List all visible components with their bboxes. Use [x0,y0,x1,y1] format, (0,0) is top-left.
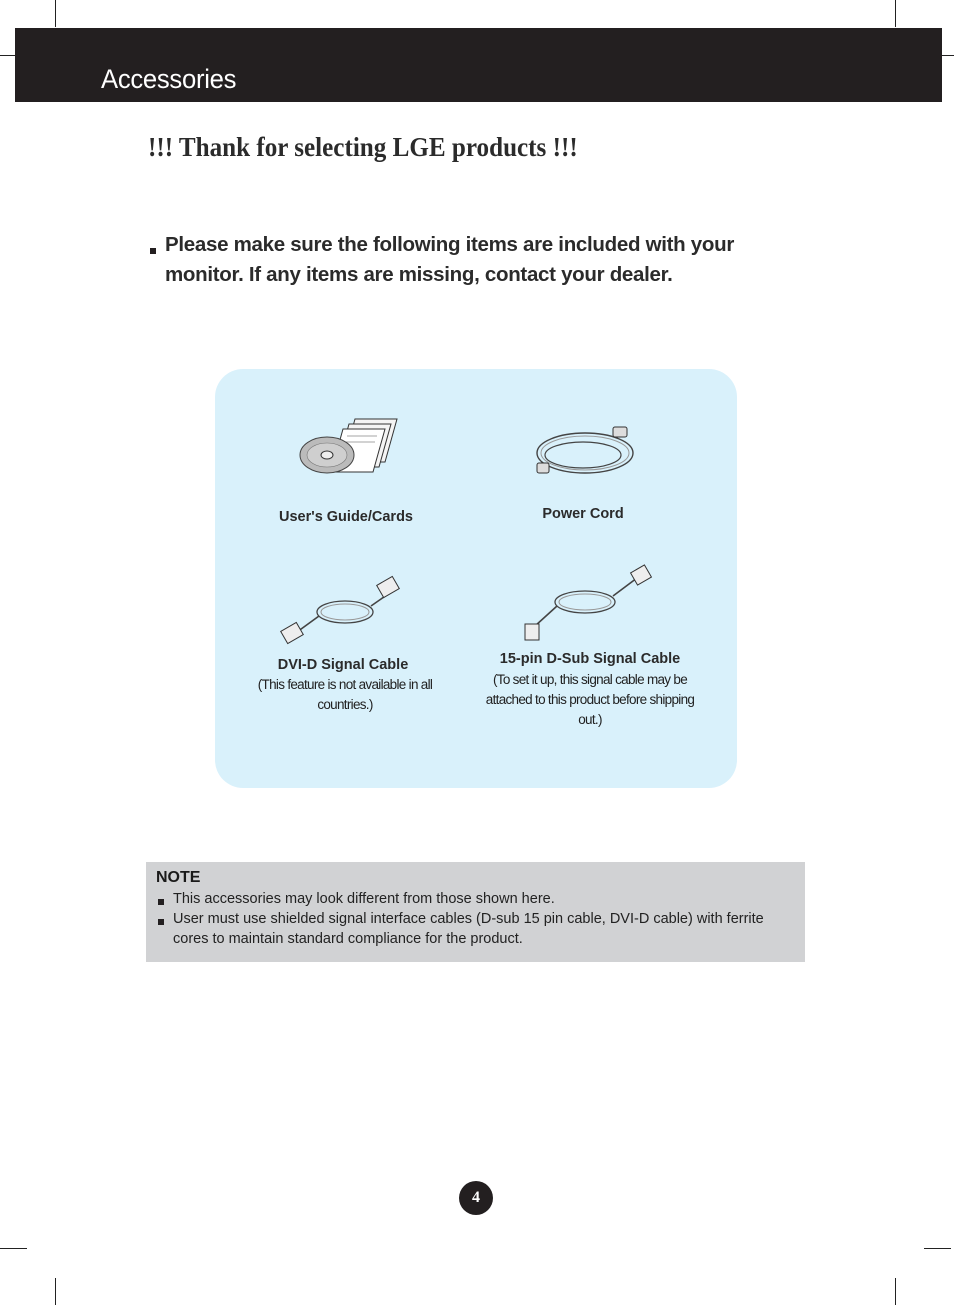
note-box [146,862,805,962]
crop-mark [0,1248,27,1249]
note-item: This accessories may look different from those shown here. [173,891,555,907]
page-title: Accessories [101,64,237,94]
bullet-icon [150,248,156,254]
power-cord-icon [533,419,637,479]
manual-cd-icon [297,414,407,480]
dsub-cable-icon [519,564,655,644]
bullet-icon [158,899,164,905]
header-bar [15,28,942,102]
page-number: 4 [459,1181,493,1215]
crop-mark [55,1278,56,1305]
crop-mark [55,0,56,27]
item-label-users-guide: User's Guide/Cards [279,509,413,525]
crop-mark [895,0,896,27]
item-label-power-cord: Power Cord [542,506,624,522]
item-label-dvi-cable: DVI-D Signal Cable [277,657,409,673]
item-note-dvi-cable: (This feature is not available in all countries.) [257,677,433,712]
crop-mark [895,1278,896,1305]
note-item: User must use shielded signal interface cables (D-sub 15 pin cable, DVI-D cable) with ferrite cores to maintain standard compliance for the product. [173,911,764,947]
intro-paragraph [148,230,768,290]
bullet-icon [158,919,164,925]
accessories-panel [215,369,737,788]
intro-text: Please make sure the following items are included with your monitor. If any items are missing, contact your dealer. [165,233,734,286]
dvi-cable-icon [279,574,407,646]
note-title: NOTE [156,869,201,886]
item-label-dsub-cable: 15-pin D-Sub Signal Cable [499,651,681,667]
thanks-heading: !!! Thank for selecting LGE products !!! [148,132,578,162]
crop-mark [924,1248,951,1249]
item-note-dsub-cable: (To set it up, this signal cable may be attached to this product before shipping out.) [485,672,695,727]
